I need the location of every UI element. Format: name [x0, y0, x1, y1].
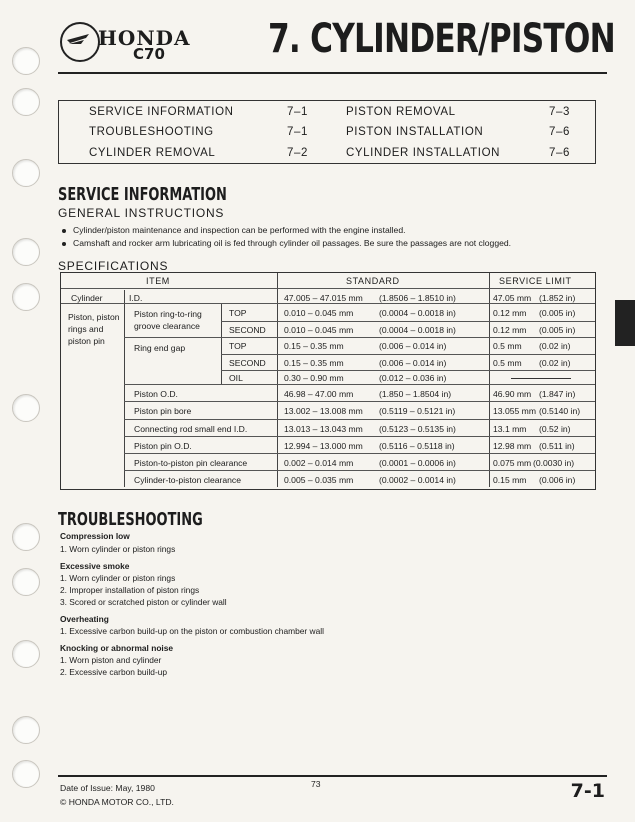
model-name: C70 [133, 45, 165, 63]
limit-in: (0.02 in) [539, 358, 571, 368]
ring-end-gap-label: Ring end gap [134, 343, 186, 353]
toc-item-label[interactable]: CYLINDER REMOVAL [89, 147, 216, 159]
standard-in: (0.006 – 0.014 in) [379, 341, 447, 351]
page-number: 7-1 [570, 780, 605, 802]
limit-in: (0.005 in) [539, 308, 576, 318]
binder-hole [12, 283, 40, 311]
toc-item-page: 7–6 [549, 147, 570, 159]
row-label: I.D. [129, 293, 143, 303]
standard-in: (0.5123 – 0.5135 in) [379, 424, 456, 434]
cause-item: 3. Scored or scratched piston or cylinder wall [60, 597, 227, 607]
symptom-heading: Excessive smoke [60, 561, 130, 571]
cause-item: 2. Excessive carbon build-up [60, 667, 168, 677]
binder-hole [12, 238, 40, 266]
standard-mm: 0.30 – 0.90 mm [284, 373, 344, 383]
col-header-item: ITEM [146, 276, 170, 286]
col-header-limit: SERVICE LIMIT [499, 276, 572, 286]
standard-in: (0.006 – 0.014 in) [379, 358, 447, 368]
row-label: Piston O.D. [134, 389, 178, 399]
standard-mm: 0.15 – 0.35 mm [284, 341, 344, 351]
limit-in: (0.511 in) [539, 441, 575, 451]
limit-in: (0.52 in) [539, 424, 571, 434]
toc-item-label[interactable]: PISTON REMOVAL [346, 106, 456, 118]
row-label: TOP [229, 308, 247, 318]
row-label: Connecting rod small end I.D. [134, 424, 248, 434]
row-label: TOP [229, 341, 247, 351]
specifications-heading: SPECIFICATIONS [58, 259, 169, 273]
symptom-heading: Knocking or abnormal noise [60, 643, 174, 653]
section-edge-tab [615, 300, 635, 346]
limit-mm: 13.055 mm [493, 406, 536, 416]
row-label: Cylinder-to-piston clearance [134, 475, 241, 485]
limit-mm: 46.90 mm [493, 389, 532, 399]
standard-mm: 0.010 – 0.045 mm [284, 308, 354, 318]
toc-item-page: 7–6 [549, 126, 570, 138]
specifications-table [60, 272, 596, 490]
groove-clearance-label: Piston ring-to-ring groove clearance [134, 309, 202, 331]
col-header-standard: STANDARD [346, 276, 400, 286]
limit-mm: 0.5 mm [493, 358, 522, 368]
standard-in: (1.8506 – 1.8510 in) [379, 293, 456, 303]
standard-mm: 46.98 – 47.00 mm [284, 389, 354, 399]
contents-box [58, 100, 596, 164]
binder-hole [12, 88, 40, 116]
limit-in: (0.02 in) [539, 341, 571, 351]
limit-mm: 0.12 mm [493, 308, 527, 318]
toc-item-label[interactable]: TROUBLESHOOTING [89, 126, 214, 138]
standard-mm: 0.010 – 0.045 mm [284, 325, 354, 335]
row-label: SECOND [229, 325, 266, 335]
toc-item-page: 7–2 [287, 147, 308, 159]
standard-mm: 13.013 – 13.043 mm [284, 424, 363, 434]
limit-mm: 13.1 mm [493, 424, 527, 434]
limit-in: (1.847 in) [539, 389, 576, 399]
standard-mm: 12.994 – 13.000 mm [284, 441, 363, 451]
cause-item: 1. Worn piston and cylinder [60, 655, 162, 665]
limit-mm: 0.15 mm [493, 475, 527, 485]
row-label: Piston pin bore [134, 406, 192, 416]
binder-hole [12, 47, 40, 75]
row-label: SECOND [229, 358, 266, 368]
wing-icon [66, 30, 90, 48]
binder-hole [12, 568, 40, 596]
standard-mm: 0.002 – 0.014 mm [284, 458, 354, 468]
binder-hole [12, 523, 40, 551]
toc-item-page: 7–1 [287, 126, 308, 138]
section-heading-service-info: SERVICE INFORMATION [58, 184, 227, 205]
toc-item-label[interactable]: SERVICE INFORMATION [89, 106, 234, 118]
toc-item-page: 7–1 [287, 106, 308, 118]
standard-in: (0.0004 – 0.0018 in) [379, 308, 456, 318]
limit-in: (0.5140 in) [539, 406, 581, 416]
header-rule [58, 72, 607, 74]
binder-hole [12, 394, 40, 422]
limit-mm: 0.075 mm [493, 458, 532, 468]
row-label: Piston pin O.D. [134, 441, 192, 451]
toc-item-page: 7–3 [549, 106, 570, 118]
toc-item-label[interactable]: PISTON INSTALLATION [346, 126, 484, 138]
instruction-bullet: Cylinder/piston maintenance and inspection can be performed with the engine installed. [62, 225, 406, 235]
footer-rule [58, 775, 607, 777]
binder-hole [12, 640, 40, 668]
group-cylinder: Cylinder [71, 293, 103, 303]
standard-mm: 47.005 – 47.015 mm [284, 293, 363, 303]
page-title: 7. CYLINDER/PISTON [268, 16, 615, 62]
section-heading-troubleshooting: TROUBLESHOOTING [58, 509, 203, 530]
binder-hole [12, 760, 40, 788]
limit-mm: 0.5 mm [493, 341, 522, 351]
standard-in: (0.5119 – 0.5121 in) [379, 406, 456, 416]
limit-mm: 47.05 mm [493, 293, 532, 303]
limit-in: (0.006 in) [539, 475, 576, 485]
limit-in: (1.852 in) [539, 293, 576, 303]
instruction-bullet: Camshaft and rocker arm lubricating oil is fed through cylinder oil passages. Be sure the passages are not clogged. [62, 238, 511, 248]
center-page-number: 73 [311, 779, 321, 789]
cause-item: 2. Improper installation of piston rings [60, 585, 200, 595]
limit-in: (0.0030 in) [533, 458, 575, 468]
general-instructions-heading: GENERAL INSTRUCTIONS [58, 206, 225, 220]
limit-mm: 12.98 mm [493, 441, 532, 451]
row-label: Piston-to-piston pin clearance [134, 458, 248, 468]
standard-in: (0.5116 – 0.5118 in) [379, 441, 455, 451]
cause-item: 1. Excessive carbon build-up on the piston or combustion chamber wall [60, 626, 324, 636]
cause-item: 1. Worn cylinder or piston rings [60, 544, 176, 554]
copyright: © HONDA MOTOR CO., LTD. [60, 797, 174, 807]
symptom-heading: Overheating [60, 614, 109, 624]
group-piston: Piston, piston rings and piston pin [68, 312, 120, 346]
row-label: OIL [229, 373, 243, 383]
binder-hole [12, 159, 40, 187]
issue-date: Date of Issue: May, 1980 [60, 783, 155, 793]
cause-item: 1. Worn cylinder or piston rings [60, 573, 176, 583]
standard-mm: 0.005 – 0.035 mm [284, 475, 354, 485]
limit-in: (0.005 in) [539, 325, 576, 335]
limit-dash [511, 378, 571, 379]
brand-name: HONDA [98, 26, 191, 50]
binder-hole [12, 716, 40, 744]
standard-mm: 0.15 – 0.35 mm [284, 358, 344, 368]
standard-mm: 13.002 – 13.008 mm [284, 406, 363, 416]
limit-mm: 0.12 mm [493, 325, 527, 335]
standard-in: (0.0004 – 0.0018 in) [379, 325, 456, 335]
standard-in: (0.0002 – 0.0014 in) [379, 475, 456, 485]
symptom-heading: Compression low [60, 531, 130, 541]
standard-in: (1.850 – 1.8504 in) [379, 389, 452, 399]
standard-in: (0.012 – 0.036 in) [379, 373, 447, 383]
standard-in: (0.0001 – 0.0006 in) [379, 458, 456, 468]
toc-item-label[interactable]: CYLINDER INSTALLATION [346, 147, 501, 159]
